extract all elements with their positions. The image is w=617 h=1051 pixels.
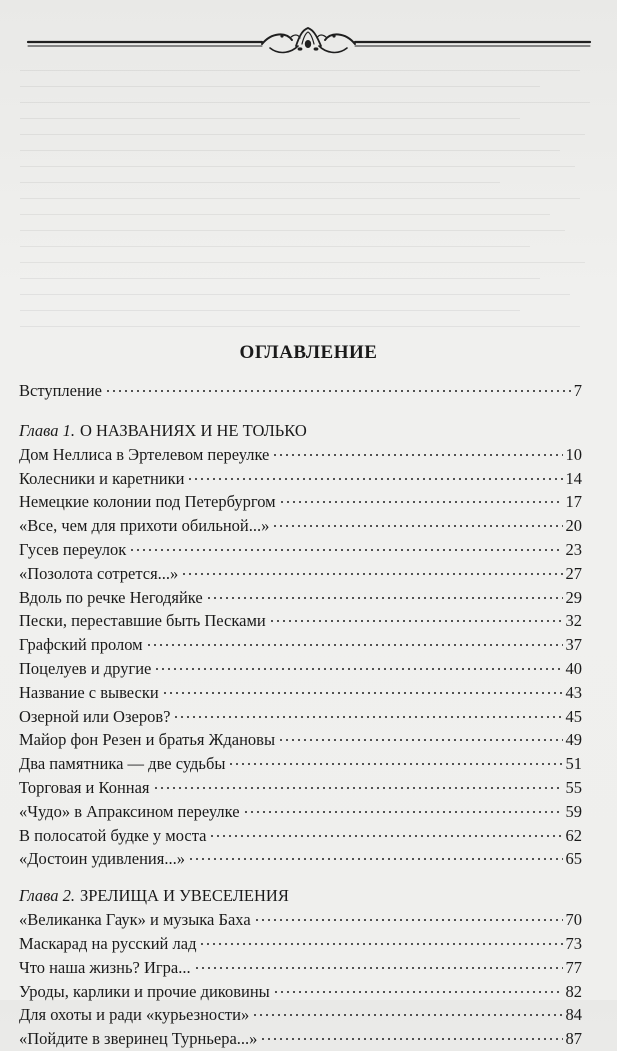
- toc-entry-label: «Пойдите в зверинец Турньера...»: [19, 1029, 258, 1049]
- header-ornament: [0, 22, 617, 62]
- chapter-title: ЗРЕЛИЩА И УВЕСЕЛЕНИЯ: [79, 886, 289, 906]
- toc-entry-page: 55: [565, 777, 582, 797]
- toc-entry-page: 14: [565, 468, 582, 488]
- toc-entry-label: Название с вывески: [19, 682, 159, 702]
- toc-entry-page: 23: [565, 539, 582, 559]
- toc-entry[interactable]: [19, 847, 582, 871]
- dot-leader: [162, 692, 563, 694]
- dot-leader: [129, 549, 562, 551]
- toc-entry-page: 37: [565, 635, 582, 655]
- chapter-title: О НАЗВАНИЯХ И НЕ ТОЛЬКО: [79, 420, 307, 440]
- toc-entry-page: 20: [565, 516, 582, 536]
- toc-entry-label: Что наша жизнь? Игра...: [19, 957, 191, 977]
- toc-entry[interactable]: [19, 562, 582, 586]
- dot-leader: [278, 739, 562, 741]
- toc-entry-page: 29: [565, 587, 582, 607]
- toc-entry-page: 27: [565, 563, 582, 583]
- toc-entry[interactable]: [19, 657, 582, 681]
- toc-entry-label: Немецкие колонии под Петербургом: [19, 492, 276, 512]
- chapter-heading: [19, 419, 582, 443]
- dot-leader: [209, 835, 562, 837]
- toc-entry-label: Поцелуев и другие: [19, 658, 152, 678]
- toc-entry[interactable]: [19, 633, 582, 657]
- toc-entry-page: 10: [565, 444, 582, 464]
- toc-entry[interactable]: [19, 609, 582, 633]
- toc-entry-page: 59: [565, 801, 582, 821]
- dot-leader: [199, 943, 562, 945]
- toc-entry-page: 40: [565, 658, 582, 678]
- toc-entry-page: 17: [565, 492, 582, 512]
- toc-entry-label: Майор фон Резен и братья Ждановы: [19, 730, 276, 750]
- toc-entry-label: Пески, переставшие быть Песками: [19, 611, 266, 631]
- toc-entry-page: 84: [565, 1005, 582, 1025]
- toc-entry[interactable]: [19, 443, 582, 467]
- dot-leader: [146, 644, 563, 646]
- dot-leader: [269, 620, 563, 622]
- dot-leader: [260, 1038, 562, 1040]
- toc-entry-label: Озерной или Озеров?: [19, 706, 171, 726]
- toc-entry[interactable]: [19, 1027, 582, 1051]
- dot-leader: [181, 573, 562, 575]
- chapter-heading: [19, 884, 582, 908]
- dot-leader: [187, 478, 562, 480]
- chapter-prefix: Глава 1.: [19, 420, 75, 440]
- toc-entry-page: 73: [565, 933, 582, 953]
- toc-entry[interactable]: [19, 514, 582, 538]
- table-of-contents: [19, 379, 582, 1051]
- toc-entry[interactable]: [19, 1003, 582, 1027]
- toc-entry-label: Два памятника — две судьбы: [19, 754, 226, 774]
- toc-entry-label: Маскарад на русский лад: [19, 933, 197, 953]
- dot-leader: [153, 787, 563, 789]
- toc-entry[interactable]: [19, 776, 582, 800]
- toc-entry-page: 62: [565, 825, 582, 845]
- dot-leader: [273, 991, 563, 993]
- dot-leader: [279, 501, 563, 503]
- toc-entry-page: 77: [565, 957, 582, 977]
- toc-entry[interactable]: [19, 932, 582, 956]
- toc-entry[interactable]: [19, 705, 582, 729]
- dot-leader: [105, 390, 571, 392]
- toc-entry[interactable]: [19, 752, 582, 776]
- dot-leader: [243, 811, 563, 813]
- dot-leader: [206, 597, 563, 599]
- toc-entry[interactable]: [19, 956, 582, 980]
- toc-entry[interactable]: [19, 586, 582, 610]
- toc-entry[interactable]: [19, 800, 582, 824]
- toc-entry-label: «Все, чем для прихоти обильной...»: [19, 516, 270, 536]
- toc-entry-label: Вдоль по речке Негодяйке: [19, 587, 203, 607]
- toc-entry[interactable]: [19, 490, 582, 514]
- toc-entry[interactable]: [19, 824, 582, 848]
- toc-entry-page: 70: [565, 910, 582, 930]
- dot-leader: [272, 454, 562, 456]
- show-through-texture: [0, 70, 617, 350]
- toc-entry-page: 7: [573, 381, 582, 400]
- toc-entry-label: В полосатой будке у моста: [19, 825, 207, 845]
- dot-leader: [173, 716, 562, 718]
- dot-leader: [254, 919, 563, 921]
- toc-entry-label: Гусев переулок: [19, 539, 127, 559]
- toc-entry-page: 49: [565, 730, 582, 750]
- toc-entry-label: Вступление: [19, 381, 102, 400]
- page-title: ОГЛАВЛЕНИЕ: [239, 342, 378, 363]
- dot-leader: [272, 525, 562, 527]
- dot-leader: [194, 967, 563, 969]
- toc-entry-page: 45: [565, 706, 582, 726]
- toc-entry-label: «Чудо» в Апраксином переулке: [19, 801, 240, 821]
- toc-entry-label: Графский пролом: [19, 635, 143, 655]
- dot-leader: [154, 668, 562, 670]
- toc-entry-page: 87: [565, 1029, 582, 1049]
- toc-entry-page: 82: [565, 981, 582, 1001]
- toc-entry[interactable]: [19, 467, 582, 491]
- toc-entry-label: «Достоин удивления...»: [19, 849, 185, 869]
- toc-entry-label: «Позолота сотрется...»: [19, 563, 179, 583]
- toc-entry-intro[interactable]: [19, 379, 582, 403]
- toc-entry[interactable]: [19, 538, 582, 562]
- toc-entry-page: 51: [565, 754, 582, 774]
- chapter-prefix: Глава 2.: [19, 886, 75, 906]
- toc-entry-label: Торговая и Конная: [19, 777, 150, 797]
- toc-entry-label: Уроды, карлики и прочие диковины: [19, 981, 270, 1001]
- toc-entry[interactable]: [19, 728, 582, 752]
- dot-leader: [188, 858, 563, 860]
- toc-entry-page: 65: [565, 849, 582, 869]
- toc-entry-page: 43: [565, 682, 582, 702]
- toc-entry-label: Для охоты и ради «курьезности»: [19, 1005, 250, 1025]
- toc-entry[interactable]: [19, 681, 582, 705]
- toc-entry-label: «Великанка Гаук» и музыка Баха: [19, 910, 251, 930]
- toc-entry-label: Дом Неллиса в Эртелевом переулке: [19, 444, 270, 464]
- dot-leader: [228, 763, 562, 765]
- toc-entry[interactable]: [19, 908, 582, 932]
- dot-leader: [252, 1014, 562, 1016]
- toc-entry-label: Колесники и каретники: [19, 468, 185, 488]
- toc-entry-page: 32: [565, 611, 582, 631]
